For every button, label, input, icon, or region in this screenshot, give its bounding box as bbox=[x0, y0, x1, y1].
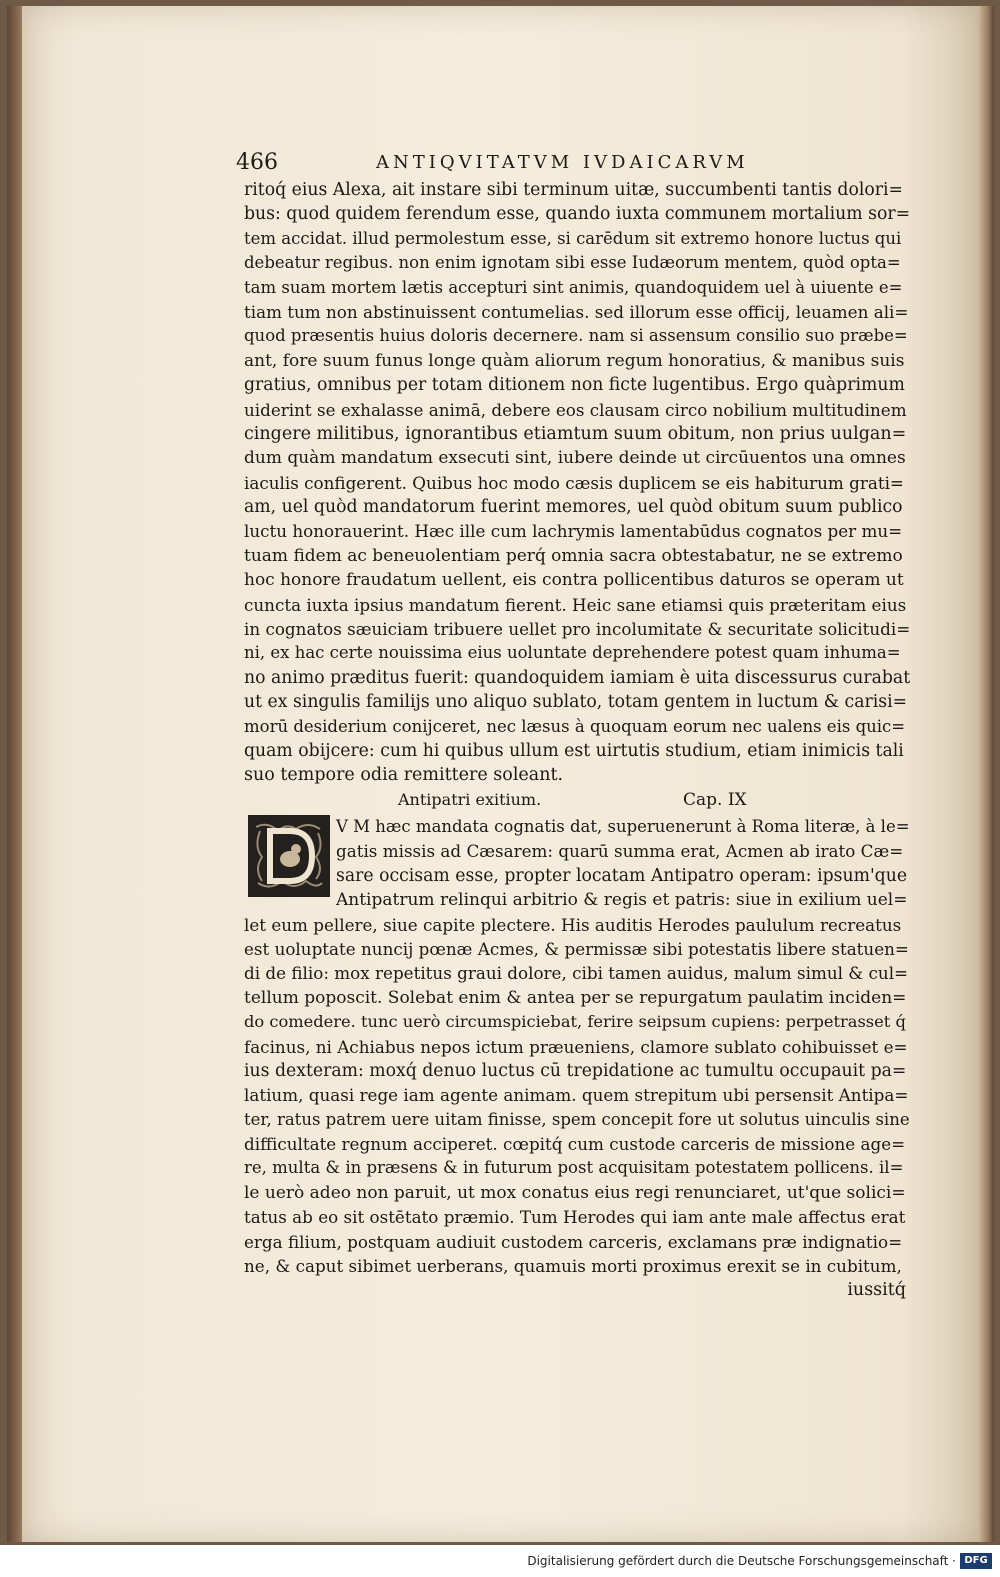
text-line: cuncta iuxta ipsius mandatum fierent. Heic sane etiamsi quis præteritam eius bbox=[244, 594, 907, 615]
paragraph-2 bbox=[244, 815, 910, 1303]
text-line: Antipatrum relinqui arbitrio & regis et patris: siue in exilium uel= bbox=[336, 890, 908, 911]
text-line: di de filio: mox repetitus graui dolore, cibi tamen auidus, malum simul & cul= bbox=[244, 963, 909, 984]
footer-credit: Digitalisierung gefördert durch die Deutsche Forschungsgemeinschaft · bbox=[527, 1554, 956, 1568]
text-line: ritoq́ eius Alexa, ait instare sibi terminum uitæ, succumbenti tantis dolori= bbox=[244, 180, 903, 200]
text-line: est uoluptate nuncij pœnæ Acmes, & permissæ sibi potestatis libere statuen= bbox=[244, 938, 909, 959]
text-line: am, uel quòd mandatorum fuerint memores, uel quòd obitum suum publico bbox=[244, 497, 903, 518]
text-line: tam suam mortem lætis accepturi sint animis, quandoquidem uel à uiuente e= bbox=[244, 277, 903, 297]
text-line: facinus, ni Achiabus nepos ictum præueniens, clamore sublato cohibuisset e= bbox=[244, 1036, 908, 1057]
digitization-footer bbox=[0, 1545, 1000, 1577]
dfg-logo: DFG bbox=[960, 1553, 992, 1569]
text-line: let eum pellere, siue capite plectere. His auditis Herodes paululum recreatus bbox=[244, 914, 902, 935]
page-fore-edge bbox=[978, 6, 994, 1542]
text-line: ius dexteram: moxq́ denuo luctus cū trepidatione ac tumultu occupauit pa= bbox=[244, 1060, 907, 1081]
running-title: ANTIQVITATVM IVDAICARVM bbox=[376, 152, 749, 173]
text-line: debeatur regibus. non enim ignotam sibi esse Iudæorum mentem, quòd opta= bbox=[244, 253, 901, 273]
text-line: tiam tum non abstinuissent contumelias. sed illorum esse officij, leuamen ali= bbox=[244, 301, 909, 322]
text-line: uiderint se exhalasse animā, debere eos clausam circo nobilium multitudinem bbox=[244, 399, 907, 420]
text-line: dum quàm mandatum exsecuti sint, iubere deinde ut circūuentos una omnes bbox=[244, 448, 906, 469]
text-line: do comedere. tunc uerò circumspiciebat, ferire seipsum cupiens: perpetrasset q́ bbox=[244, 1012, 906, 1032]
text-line: ter, ratus patrem uere uitam finisse, spem concepit fore ut solutus uinculis sine bbox=[244, 1109, 910, 1129]
text-line: hoc honore fraudatum uellent, eis contra pollicentibus daturos se operam ut bbox=[244, 570, 904, 591]
text-line: cingere militibus, ignorantibus etiamtum suum obitum, non prius uulgan= bbox=[244, 423, 907, 444]
text-line: morū desiderium conijceret, nec læsus à quoquam eorum nec ualens eis quic= bbox=[244, 716, 906, 736]
text-line: gatis missis ad Cæsarem: quarū summa erat, Acmen ab irato Cæ= bbox=[336, 841, 904, 862]
text-line: ne, & caput sibimet uerberans, quamuis morti proximus erexit se in cubitum, bbox=[244, 1256, 902, 1277]
text-line: le uerò adeo non paruit, ut mox conatus eius regi renunciaret, ut'que solici= bbox=[244, 1182, 906, 1203]
text-line: ni, ex hac certe nouissima eius uoluntate deprehendere potest quam inhuma= bbox=[244, 643, 901, 663]
text-line: suo tempore odia remittere soleant. bbox=[244, 765, 564, 786]
text-line: gratius, omnibus per totam ditionem non ficte lugentibus. Ergo quàprimum bbox=[244, 375, 905, 396]
text-line: tatus ab eo sit ostētato præmio. Tum Herodes qui iam ante male affectus erat bbox=[244, 1207, 906, 1228]
text-line: sare occisam esse, propter locatam Antipatro operam: ipsum'que bbox=[336, 865, 908, 886]
page-number: 466 bbox=[236, 150, 278, 175]
text-line: in cognatos sæuiciam tribuere uellet pro incolumitate & securitate solicitudi= bbox=[244, 619, 910, 640]
chapter-number: Cap. IX bbox=[683, 790, 747, 810]
text-line: iaculis configerent. Quibus hoc modo cæsis duplicem se eis habiturum grati= bbox=[244, 472, 904, 493]
paragraph-1 bbox=[244, 178, 910, 788]
text-line: no animo præditus fuerit: quandoquidem iamiam è uita discessurus curabat bbox=[244, 667, 910, 688]
text-line: re, multa & in præsens & in futurum post acquisitam potestatem pollicens. il= bbox=[244, 1158, 904, 1178]
text-line: ant, fore suum funus longe quàm aliorum regum honoratius, & manibus suis bbox=[244, 350, 905, 371]
catchword: iussitq́ bbox=[847, 1280, 906, 1301]
text-line: latium, quasi rege iam agente animam. quem strepitum ubi persensit Antipa= bbox=[244, 1085, 909, 1106]
text-line: V M hæc mandata cognatis dat, superuenerunt à Roma literæ, à le= bbox=[336, 817, 910, 836]
text-line: quod præsentis huius doloris decernere. nam si assensum consilio suo præbe= bbox=[244, 326, 908, 346]
text-line: tuam fidem ac beneuolentiam perq́ omnia sacra obtestabatur, ne se extremo bbox=[244, 545, 903, 566]
text-line: quam obijcere: cum hi quibus ullum est uirtutis studium, etiam inimicis tali bbox=[244, 740, 904, 761]
text-line: erga filium, postquam audiuit custodem carceris, exclamans præ indignatio= bbox=[244, 1231, 903, 1252]
chapter-heading bbox=[398, 790, 818, 812]
text-line: tem accidat. illud permolestum esse, si carēdum sit extremo honore luctus qui bbox=[244, 228, 902, 248]
text-line: luctu honorauerint. Hæc ille cum lachrymis lamentabūdus cognatos per mu= bbox=[244, 521, 903, 542]
text-line: ut ex singulis familijs uno aliquo sublato, totam gentem in luctum & carisi= bbox=[244, 692, 908, 713]
text-line: tellum poposcit. Solebat enim & antea per se repurgatum paulatim inciden= bbox=[244, 987, 907, 1008]
text-line: bus: quod quidem ferendum esse, quando iuxta communem mortalium sor= bbox=[244, 204, 910, 225]
chapter-name: Antipatri exitium. bbox=[398, 790, 542, 809]
text-line: difficultate regnum acciperet. cœpitq́ cum custode carceris de missione age= bbox=[244, 1134, 906, 1155]
page-header bbox=[236, 150, 796, 176]
